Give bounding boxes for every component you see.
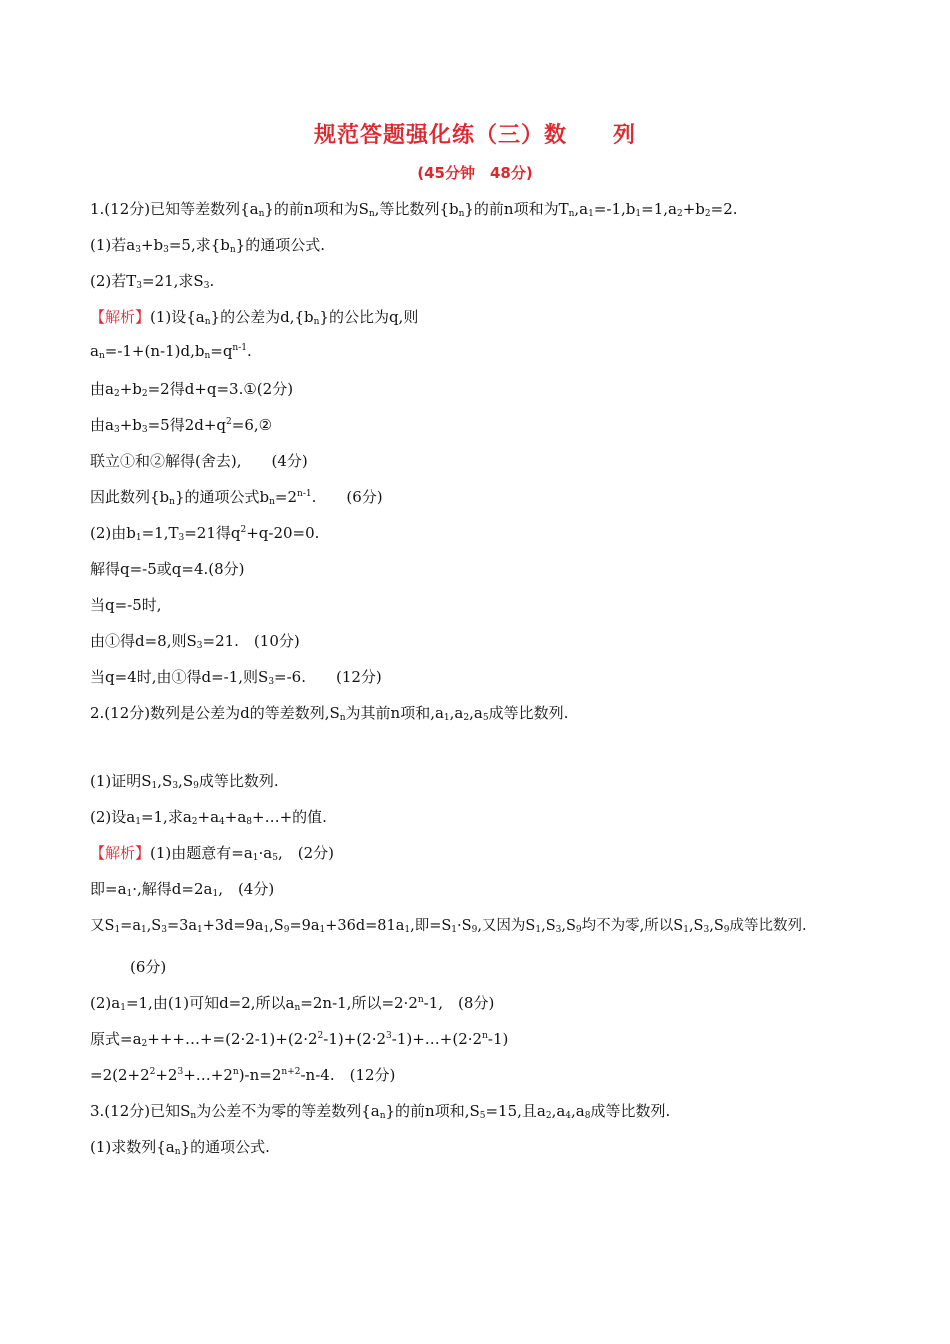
solution-1-line-2: $a_n=-1+(n-1)d,b_n=q^{n-1}$.: [90, 342, 252, 361]
problem-1-part-2: (2)若$T_3=21$,求$S_3$.: [90, 272, 215, 291]
problem-3-statement: 3.(12分)已知$S_n$为公差不为零的等差数列$\{a_n\}$的前n项和$,S_5=15$,且$a_2,a_4,a_8$成等比数列.: [90, 1102, 671, 1121]
problem-1-part-1: (1)若$a_3+b_3=5$,求$\{b_n\}$的通项公式.: [90, 236, 325, 255]
solution-1-line-7: (2)由$b_1=1,T_3=21$得$q^2+q-20=0$.: [90, 524, 320, 543]
analysis-tag: 【解析】: [90, 308, 151, 326]
solution-1-line-9: 当q=-5时,: [90, 596, 162, 614]
solution-2-line-4: (6分): [130, 958, 167, 976]
page-title: 规范答题强化练（三）数 列: [313, 122, 636, 148]
solution-2-line-3: 又$S_1=a_1,S_3=3a_1+3d=9a_1,S_9=9a_1+36d=81a_1$,即$=S_1\cdot S_9$,又因为$S_1,S_3,S_9$均不为零,所以$S_1,S_3,S_9$成等比数列.: [90, 918, 807, 935]
solution-2-line-5: $(2)a_1=1$,由(1)可知d=2,所以$a_n=2n-1$,所以$=2\cdot 2^n-1$, (8分): [90, 994, 495, 1013]
problem-1-statement: 1.(12分)已知等差数列$\{a_n\}$的前n项和为$S_n$,等比数列$\{b_n\}$的前n项和为$T_n,a_1=-1,b_1=1,a_2+b_2=2$.: [90, 200, 738, 219]
solution-1-line-1: 【解析】(1)设$\{a_n\}$的公差为$d,\{b_n\}$的公比为q,则: [90, 308, 419, 327]
problem-2-statement: 2.(12分)数列是公差为d的等差数列$,S_n$为其前n项和$,a_1,a_2,a_5$成等比数列.: [90, 704, 569, 723]
solution-1-line-11: 当q=4时,由①得d=-1,则$S_3=-6$. (12分): [90, 668, 382, 687]
solution-2-line-7: $=2(2+2^2+2^3+\dots+2^n)-n=2^{n+2}-n-4$. (12分): [90, 1066, 396, 1084]
solution-2-line-6: 原式$=a_2+++\dots+=(2\cdot 2-1)+(2\cdot 2^2-1)+(2\cdot 2^3-1)+\dots+(2\cdot 2^n-1)$: [90, 1030, 509, 1049]
problem-2-part-2: (2)设$a_1=1$,求$a_2+a_4+a_8+\dots+$的值.: [90, 808, 327, 827]
problem-3-part-1: (1)求数列$\{a_n\}$的通项公式.: [90, 1138, 270, 1157]
solution-2-line-2: 即$=a_1\cdot$,解得$d=2a_1$, (4分): [90, 880, 275, 899]
page-subtitle: (45分钟 48分): [417, 164, 533, 182]
solution-2-line-1: 【解析】(1)由题意有$=a_1\cdot a_5$, (2分): [90, 844, 334, 863]
solution-1-line-5: 联立①和②解得(舍去), (4分): [90, 452, 308, 470]
solution-1-line-10: 由①得d=8,则$S_3=21$. (10分): [90, 632, 300, 651]
problem-2-part-1: (1)证明$S_1,S_3,S_9$成等比数列.: [90, 772, 279, 791]
solution-1-line-4: 由$a_3+b_3=5$得$2d+q^2=6,②$: [90, 416, 273, 435]
solution-1-line-6: 因此数列$\{b_n\}$的通项公式$b_n=2^{n-1}$. (6分): [90, 488, 383, 507]
solution-1-line-3: 由$a_2+b_2=2$得d+q=3.①(2分): [90, 380, 294, 399]
analysis-tag: 【解析】: [90, 844, 151, 862]
solution-1-line-8: 解得q=-5或q=4.(8分): [90, 560, 245, 578]
